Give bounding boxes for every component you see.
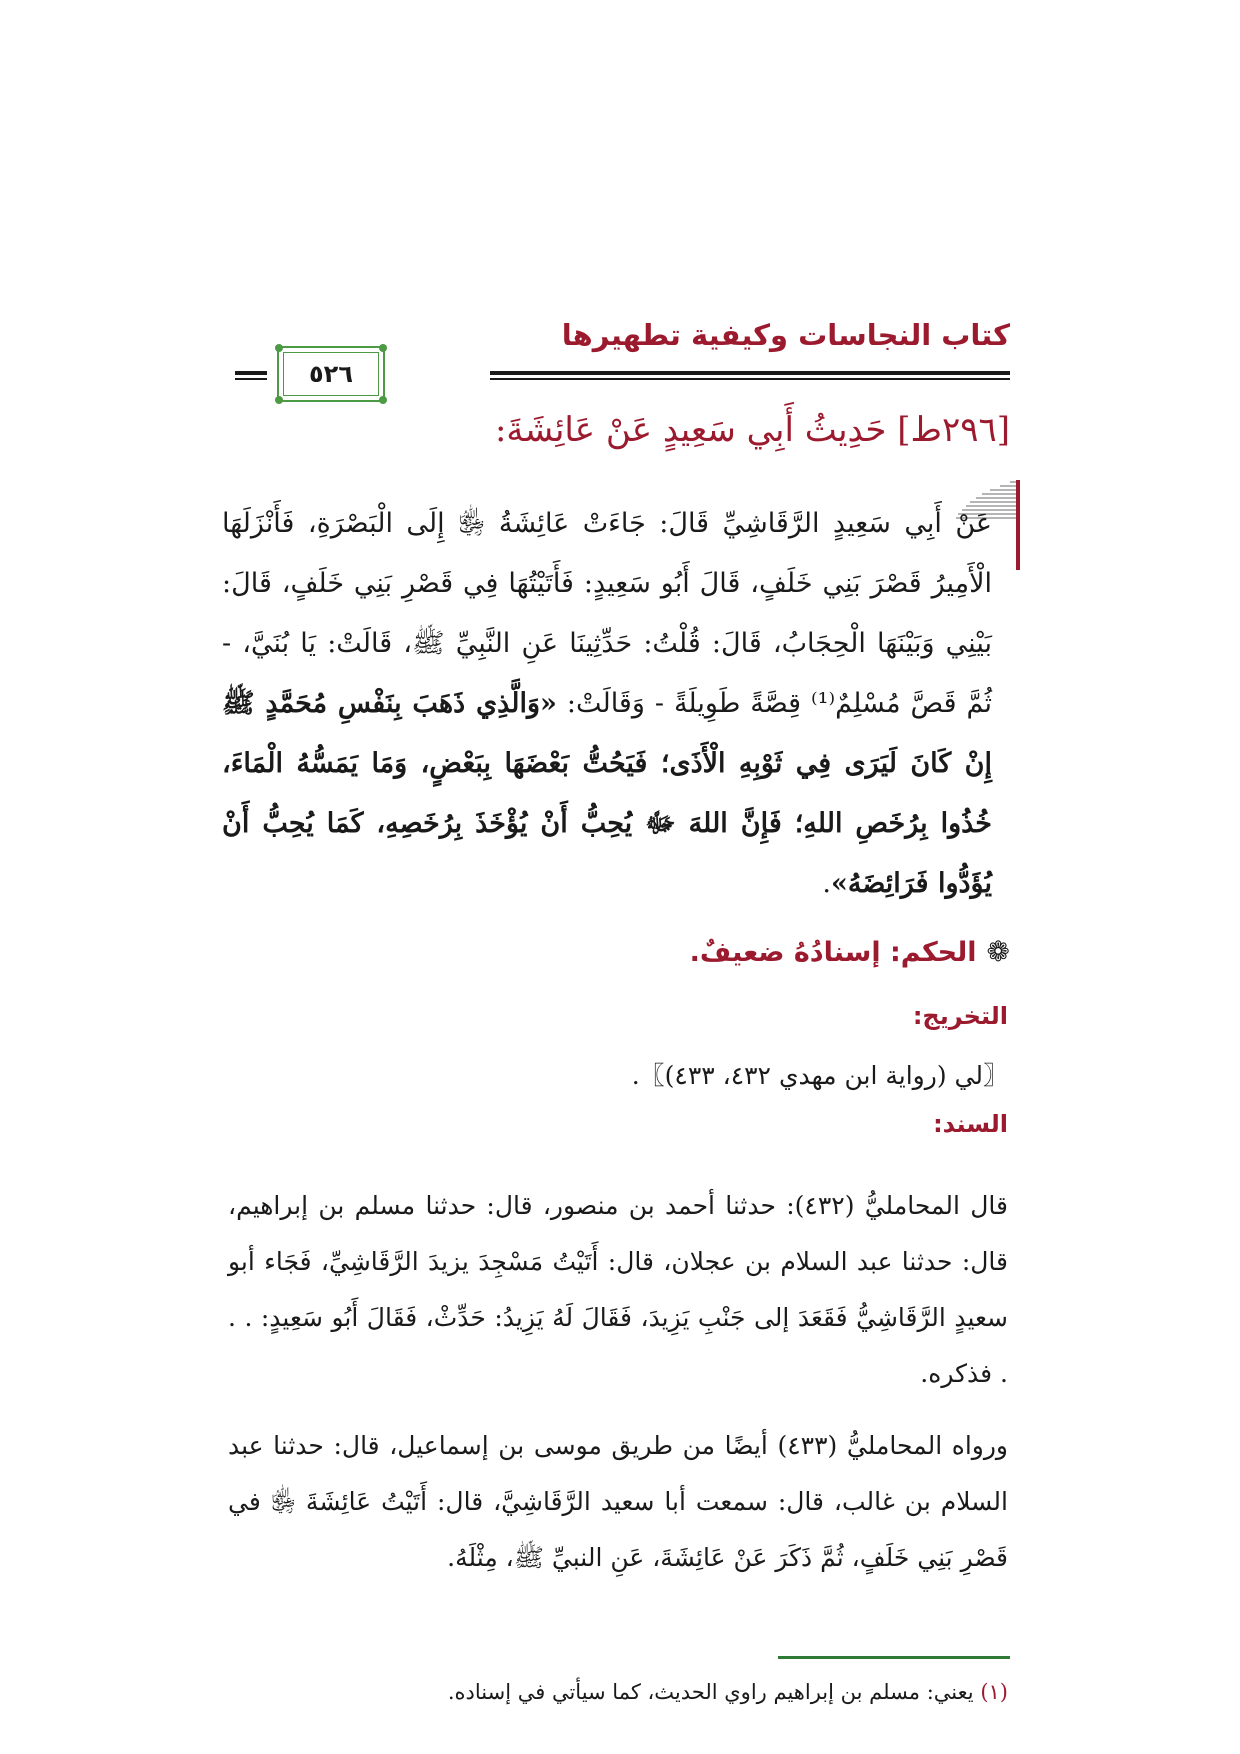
header-rule (490, 371, 1010, 375)
hadith-box (222, 480, 1010, 920)
page-number-frame (277, 346, 385, 402)
book-title: كتاب النجاسات وكيفية تطهيرها (561, 318, 1010, 352)
ruling-text: الحكم: إسنادُهُ ضعيفٌ. (689, 937, 977, 968)
frame-corner-ornament (275, 396, 283, 404)
footnote-number: (١) (980, 1680, 1008, 1704)
takhrij-label: التخريج: (912, 1002, 1008, 1030)
page-header (235, 318, 1010, 406)
hadith-narration: عَنْ أَبِي سَعِيدٍ الرَّقَاشِيِّ قَالَ: جَاءَتْ عَائِشَةُ ﵂ إِلَى الْبَصْرَةِ، فَأَنْزَلَهَا الْأَمِيرُ قَصْرَ بَنِي خَلَفٍ، قَالَ أَبُو سَعِيدٍ: فَأَتَيْتُهَا فِي قَصْرِ بَنِي خَلَفٍ، قَالَ: بَيْنِي وَبَيْنَهَا الْحِجَابُ، قَالَ: قُلْتُ: حَدِّثِينَا عَنِ النَّبِيِّ ﷺ، قَالَتْ: يَا بُنَيَّ، - ثُمَّ قَصَّ مُسْلِمٌ⁽¹⁾ قِصَّةً طَوِيلَةً - وَقَالَتْ: (222, 508, 992, 719)
hadith-heading: [٢٩٦ط] حَدِيثُ أَبِي سَعِيدٍ عَنْ عَائِشَةَ: (494, 410, 1010, 450)
sanad-label: السند: (933, 1110, 1008, 1138)
hadith-end: . (822, 868, 831, 899)
flower-ornament-icon: ❁ (986, 935, 1010, 968)
footnote-text: يعني: مسلم بن إبراهيم راوي الحديث، كما سيأتي في إسناده. (447, 1680, 974, 1704)
page-number: ٥٢٦ (283, 352, 379, 396)
sanad-paragraph-2: ورواه المحامليُّ (٤٣٣) أيضًا من طريق موسى بن إسماعيل، قال: حدثنا عبد السلام بن غالب، قال: سمعت أبا سعيد الرَّقَاشِيَّ، قال: أَتَيْتُ عَائِشَةَ ﵂ في قَصْرِ بَنِي خَلَفٍ، ثُمَّ ذَكَرَ عَنْ عَائِشَةَ، عَنِ النبيِّ ﷺ، مِثْلَهُ. (228, 1431, 1009, 1572)
frame-corner-ornament (379, 344, 387, 352)
takhrij-text: 〖لي (رواية ابن مهدي ٤٣٢، ٤٣٣)〗. (631, 1061, 1008, 1090)
frame-corner-ornament (379, 396, 387, 404)
footnote (228, 1680, 1008, 1704)
footnote-separator (778, 1656, 1010, 1659)
sanad-paragraph-1: قال المحامليُّ (٤٣٢): حدثنا أحمد بن منصور، قال: حدثنا مسلم بن إبراهيم، قال: حدثنا عبد السلام بن عجلان، قال: أَتَيْتُ مَسْجِدَ يزيدَ الرَّقَاشِيِّ، فَجَاء أبو سعيدٍ الرَّقَاشِيُّ فَقَعَدَ إلى جَنْبِ يَزِيدَ، فَقَالَ لَهُ يَزِيدُ: حَدِّثْ، فَقَالَ أَبُو سَعِيدٍ: . . . فذكره. (228, 1191, 1008, 1388)
frame-corner-ornament (275, 344, 283, 352)
ruling (230, 935, 1010, 968)
hadith-text (222, 494, 992, 914)
header-rule-left-thin (235, 378, 267, 380)
hadith-quote: «وَالَّذِي ذَهَبَ بِنَفْسِ مُحَمَّدٍ ﷺ إِنْ كَانَ لَيَرَى فِي ثَوْبِهِ الْأَذَى؛ فَيَحُتُّ بَعْضَهَا بِبَعْضٍ، وَمَا يَمَسُّهُ الْمَاءَ، خُذُوا بِرُخَصِ اللهِ؛ فَإِنَّ اللهَ ﷻ يُحِبُّ أَنْ يُؤْخَذَ بِرُخَصِهِ، كَمَا يُحِبُّ أَنْ يُؤَدُّوا فَرَائِضَهُ» (222, 688, 992, 899)
header-rule-thin (490, 378, 1010, 380)
header-rule-left (235, 371, 267, 375)
